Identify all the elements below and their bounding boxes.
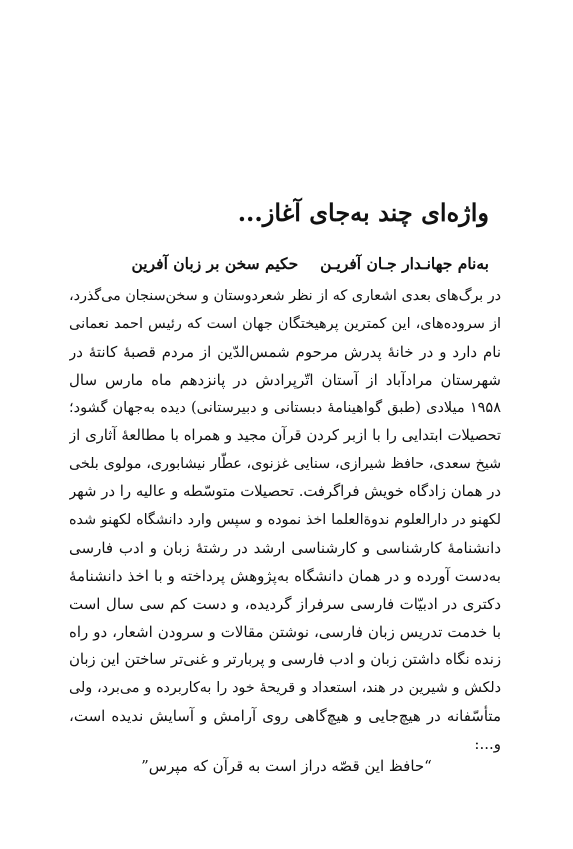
paragraph-line: لکهنو در دارالعلوم ندوةالعلما اخذ نموده و سپس وارد دانشگاه لکهنو شده <box>69 512 501 528</box>
paragraph-line: شهرستان مرادآباد از آستان اتّرپرادش در پانزدهم ماه مارس سال <box>69 371 501 389</box>
paragraph-line: ۱۹۵۸ میلادی (طبق گواهینامهٔ دبستانی و دبیرستانی) دیده به‌جهان گشود؛ <box>69 400 501 416</box>
verse-first-hemistich: به‌نام جهانـدار جـان آفریـن <box>320 254 489 273</box>
paragraph-line: با خدمت تدریس زبان فارسی، نوشتن مقالات و سرودن اشعار، دو راه <box>69 623 501 641</box>
closing-quote: “حافظ این قصّه دراز است به قرآن که مپرس” <box>141 757 432 775</box>
paragraph-line: و...: <box>474 735 501 753</box>
paragraph-line: دلکش و شیرین در هند، استعداد و قریحهٔ خود را به‌کاربرده و می‌برد، ولی <box>69 680 501 696</box>
paragraph-line: دکتری در ادبیّات فارسی سرفراز گردیده، و دست کم سی سال است <box>69 595 501 613</box>
paragraph-line: در برگ‌های بعدی اشعاری که از نظر شعردوستان و سخن‌سنجان می‌گذرد، <box>69 288 501 304</box>
paragraph-line: از سروده‌های، این کمترین پرهیختگان جهان است که رئیس احمد نعمانی <box>69 316 501 332</box>
paragraph-line: شیخ سعدی، حافظ شیرازی، سنایی غزنوی، عطّار نیشابوری، مولوی بلخی <box>69 456 501 472</box>
verse-second-hemistich: حکیم سخن بر زبان آفرین <box>131 254 299 273</box>
paragraph-line: زنده نگاه داشتن زبان و ادب فارسی و پربارتر و غنی‌تر ساختن این زبان <box>69 651 501 668</box>
paragraph-line: تحصیلات ابتدایی را با ازبر کردن قرآن مجید و همراه با مطالعهٔ آثاری از <box>69 427 501 444</box>
paragraph-line: دانشنامهٔ کارشناسی و کارشناسی ارشد در رشتهٔ زبان و ادب فارسی <box>69 539 501 557</box>
paragraph-line: در همان زادگاه خویش فراگرفت. تحصیلات متوسّطه و عالیه را در شهر <box>69 483 501 500</box>
opening-verse <box>84 252 489 276</box>
paragraph-line: نام دارد و در خانهٔ پدرش مرحوم شمس‌الدّین از مردم قصبهٔ کانتهٔ در <box>69 343 501 361</box>
page-title: واژه‌ای چند به‌جای آغاز... <box>237 198 489 227</box>
body-paragraph <box>69 282 501 758</box>
paragraph-line: متأسّفانه در هیچ‌جایی و هیچ‌گاهی روی آرامش و آسایش ندیده است، <box>69 707 501 725</box>
paragraph-line: به‌دست آورده و در همان دانشگاه به‌پژوهش پرداخته و با اخذ دانشنامهٔ <box>69 567 501 585</box>
